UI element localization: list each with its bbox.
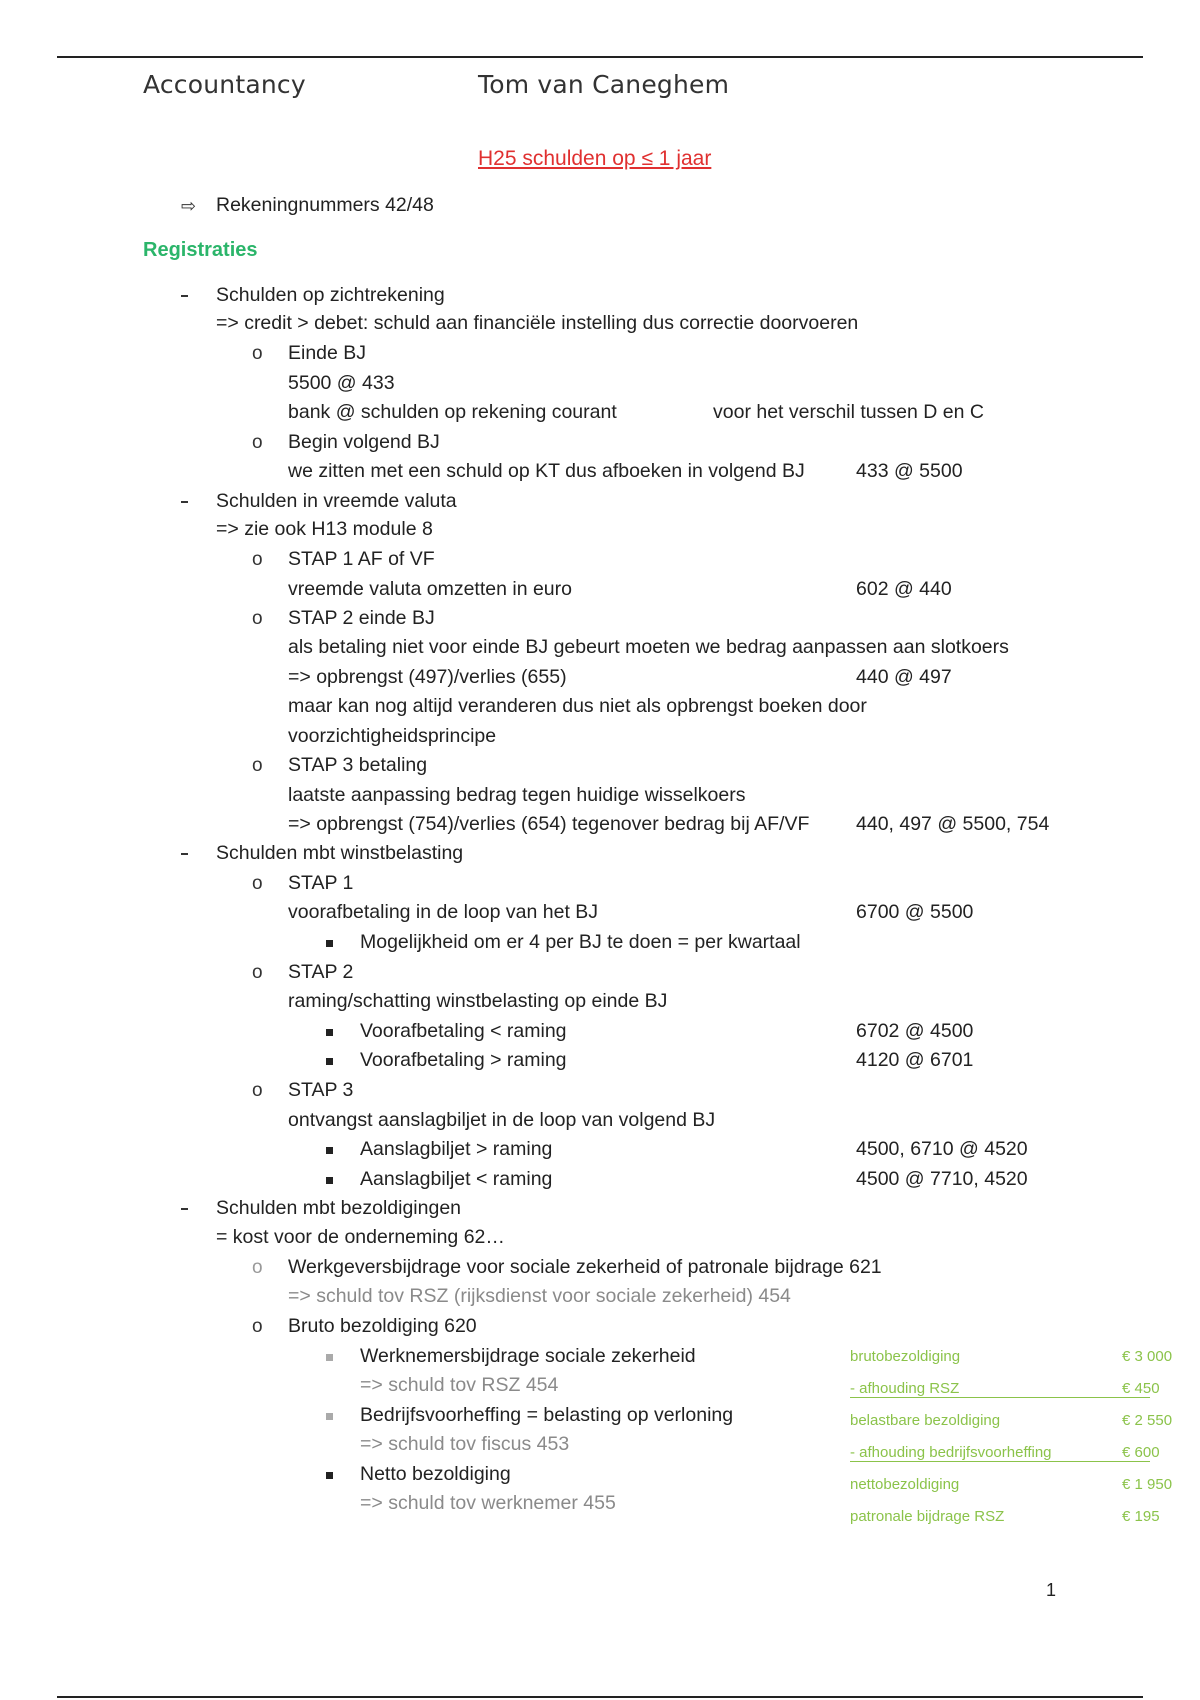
circle-bullet-icon: o	[252, 873, 263, 894]
header-subject: Accountancy	[143, 70, 306, 99]
calc-value: € 3 000	[1122, 1348, 1173, 1365]
list-text: => credit > debet: schuld aan financiële instelling dus correctie doorvoeren	[216, 312, 859, 334]
circle-bullet-icon: o	[252, 343, 263, 364]
dash-bullet-icon	[181, 501, 188, 503]
calc-row-underlined	[850, 1380, 1160, 1398]
circle-bullet-icon: o	[252, 608, 263, 629]
list-text: ontvangst aanslagbiljet in de loop van volgend BJ	[288, 1109, 716, 1131]
circle-bullet-icon: o	[252, 1080, 263, 1101]
header-rule	[57, 56, 1143, 58]
page-number: 1	[1046, 1580, 1057, 1600]
list-item: Aanslagbiljet < raming	[360, 1168, 553, 1190]
list-text: voorzichtigheidsprincipe	[288, 725, 497, 747]
square-bullet-icon	[326, 1472, 333, 1479]
list-item: Bedrijfsvoorheffing = belasting op verloning	[360, 1404, 734, 1426]
list-item: Werknemersbijdrage sociale zekerheid	[360, 1345, 696, 1367]
calc-row-underlined	[850, 1444, 1160, 1462]
journal-entry: 4500, 6710 @ 4520	[856, 1138, 1028, 1160]
list-item: Netto bezoldiging	[360, 1463, 511, 1485]
list-item: STAP 3	[288, 1079, 354, 1101]
list-text: vreemde valuta omzetten in euro	[288, 578, 572, 600]
dash-bullet-icon	[181, 295, 188, 297]
intro-text: Rekeningnummers 42/48	[216, 194, 434, 216]
list-item: STAP 2 einde BJ	[288, 607, 435, 629]
list-text: => schuld tov werknemer 455	[360, 1492, 616, 1514]
calc-value: € 600	[1122, 1444, 1160, 1461]
list-item: Werkgeversbijdrage voor sociale zekerheid of patronale bijdrage 621	[288, 1256, 882, 1278]
circle-bullet-icon: o	[252, 1316, 263, 1337]
list-text: 5500 @ 433	[288, 372, 395, 394]
calc-value: € 450	[1122, 1380, 1160, 1397]
circle-bullet-icon: o	[252, 432, 263, 453]
calc-label: nettobezoldiging	[850, 1476, 960, 1493]
list-text: => opbrengst (497)/verlies (655)	[288, 666, 567, 688]
page-title: H25 schulden op ≤ 1 jaar	[478, 147, 712, 170]
list-text: => zie ook H13 module 8	[216, 518, 433, 540]
circle-bullet-icon: o	[252, 755, 263, 776]
journal-entry: 602 @ 440	[856, 578, 952, 600]
circle-bullet-icon: o	[252, 962, 263, 983]
square-bullet-icon	[326, 1029, 333, 1036]
dash-bullet-icon	[181, 853, 188, 855]
list-item: Schulden op zichtrekening	[216, 284, 445, 306]
list-text: maar kan nog altijd veranderen dus niet als opbrengst boeken door	[288, 695, 867, 717]
list-text: => schuld tov RSZ (rijksdienst voor sociale zekerheid) 454	[288, 1285, 791, 1307]
list-text: => schuld tov fiscus 453	[360, 1433, 570, 1455]
arrow-bullet-icon: ⇨	[181, 196, 197, 216]
list-text: als betaling niet voor einde BJ gebeurt moeten we bedrag aanpassen aan slotkoers	[288, 636, 1009, 658]
circle-bullet-icon: o	[252, 549, 263, 570]
journal-entry: 433 @ 5500	[856, 460, 963, 482]
calc-label: - afhouding RSZ	[850, 1380, 960, 1397]
calc-label: - afhouding bedrijfsvoorheffing	[850, 1444, 1052, 1461]
list-text: laatste aanpassing bedrag tegen huidige wisselkoers	[288, 784, 746, 806]
list-item: Aanslagbiljet > raming	[360, 1138, 553, 1160]
journal-entry: 440, 497 @ 5500, 754	[856, 813, 1050, 835]
list-text: voor het verschil tussen D en C	[713, 401, 984, 423]
list-text: bank @ schulden op rekening courant	[288, 401, 617, 423]
list-item: STAP 1	[288, 872, 354, 894]
calc-label: belastbare bezoldiging	[850, 1412, 1001, 1429]
list-item: Voorafbetaling < raming	[360, 1020, 567, 1042]
list-item: Mogelijkheid om er 4 per BJ te doen = per kwartaal	[360, 931, 801, 953]
journal-entry: 4120 @ 6701	[856, 1049, 974, 1071]
circle-bullet-icon: o	[252, 1257, 263, 1278]
square-bullet-icon	[326, 940, 333, 947]
list-item: Schulden in vreemde valuta	[216, 490, 457, 512]
list-text: = kost voor de onderneming 62…	[216, 1226, 505, 1248]
list-item: Begin volgend BJ	[288, 431, 440, 453]
calc-value: € 195	[1122, 1508, 1160, 1525]
journal-entry: 440 @ 497	[856, 666, 952, 688]
list-item: Voorafbetaling > raming	[360, 1049, 567, 1071]
list-item: Schulden mbt winstbelasting	[216, 842, 464, 864]
journal-entry: 6700 @ 5500	[856, 901, 974, 923]
list-item: Bruto bezoldiging 620	[288, 1315, 477, 1337]
square-bullet-icon	[326, 1177, 333, 1184]
footer-rule	[57, 1696, 1143, 1698]
header-author: Tom van Caneghem	[478, 70, 730, 99]
calc-label: brutobezoldiging	[850, 1348, 961, 1365]
section-heading: Registraties	[143, 239, 258, 261]
list-text: we zitten met een schuld op KT dus afboeken in volgend BJ	[288, 460, 805, 482]
list-item: STAP 1 AF of VF	[288, 548, 435, 570]
list-item: Schulden mbt bezoldigingen	[216, 1197, 462, 1219]
list-item: STAP 3 betaling	[288, 754, 428, 776]
square-bullet-icon	[326, 1147, 333, 1154]
list-item: STAP 2	[288, 961, 354, 983]
list-item: Einde BJ	[288, 342, 367, 364]
list-text: => opbrengst (754)/verlies (654) tegenover bedrag bij AF/VF	[288, 813, 810, 835]
list-text: voorafbetaling in de loop van het BJ	[288, 901, 599, 923]
square-bullet-icon	[326, 1413, 333, 1420]
list-text: => schuld tov RSZ 454	[360, 1374, 559, 1396]
list-text: raming/schatting winstbelasting op einde BJ	[288, 990, 668, 1012]
dash-bullet-icon	[181, 1208, 188, 1210]
square-bullet-icon	[326, 1058, 333, 1065]
calc-label: patronale bijdrage RSZ	[850, 1508, 1005, 1525]
calc-value: € 1 950	[1122, 1476, 1173, 1493]
journal-entry: 4500 @ 7710, 4520	[856, 1168, 1028, 1190]
journal-entry: 6702 @ 4500	[856, 1020, 974, 1042]
square-bullet-icon	[326, 1354, 333, 1361]
calc-value: € 2 550	[1122, 1412, 1173, 1429]
